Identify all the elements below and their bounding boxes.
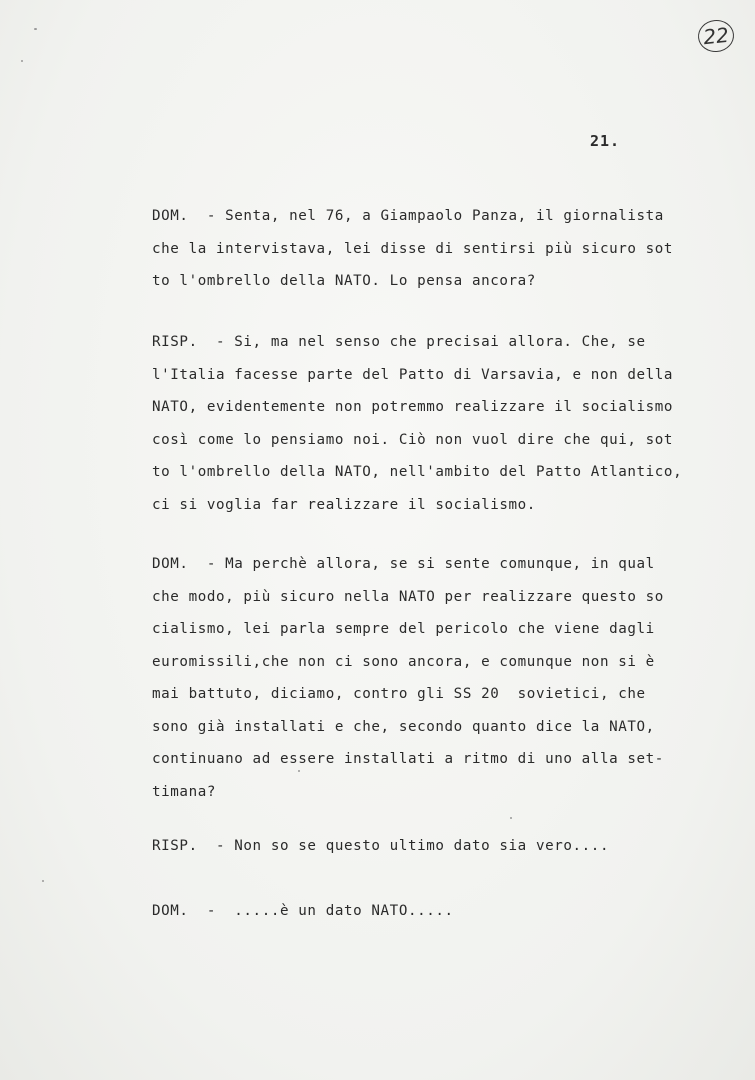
text-line: mai battuto, diciamo, contro gli SS 20 sovietici, che [152,686,646,702]
text-line: che la intervistava, lei disse di sentirsi più sicuro sot [152,240,674,257]
text-line: sono già installati e che, secondo quanto dice la NATO, [152,718,655,735]
text-line: cialismo, lei parla sempre del pericolo che viene dagli [152,621,655,637]
text-line: DOM. - .....è un dato NATO..... [152,903,454,919]
text-line: euromissili,che non ci sono ancora, e comunque non si è [152,653,655,670]
text-line: DOM. - Ma perchè allora, se si sente comunque, in qual [152,556,655,572]
paper-speck [510,817,512,819]
text-line: to l'ombrello della NATO, nell'ambito del Patto Atlantico, [152,464,683,480]
page-number: 21. [590,132,621,150]
paper-speck [42,880,44,882]
paragraph-question-2 [152,548,712,808]
paper-speck [34,28,37,30]
text-line: to l'ombrello della NATO. Lo pensa ancora? [152,273,536,289]
archive-stamp: 22 [696,18,735,54]
text-line: così come lo pensiamo noi. Ciò non vuol dire che qui, sot [152,431,674,448]
text-line: NATO, evidentemente non potremmo realizzare il socialismo [152,399,674,415]
text-line: l'Italia facesse parte del Patto di Varsavia, e non della [152,366,674,383]
paragraph-question-1 [152,200,712,298]
text-line: ci si voglia far realizzare il socialismo. [152,496,536,513]
text-line: DOM. - Senta, nel 76, a Giampaolo Panza, il giornalista [152,208,664,224]
text-line: RISP. - Non so se questo ultimo dato sia vero.... [152,838,610,854]
paper-speck [21,60,23,62]
text-line: timana? [152,783,216,800]
text-line: RISP. - Si, ma nel senso che precisai allora. Che, se [152,334,646,350]
text-line: che modo, più sicuro nella NATO per realizzare questo so [152,588,664,605]
text-line: continuano ad essere installati a ritmo di uno alla set- [152,751,664,767]
paragraph-question-3 [152,895,712,928]
paragraph-answer-1 [152,326,712,521]
paper-speck [298,770,300,772]
paragraph-answer-2 [152,830,712,863]
